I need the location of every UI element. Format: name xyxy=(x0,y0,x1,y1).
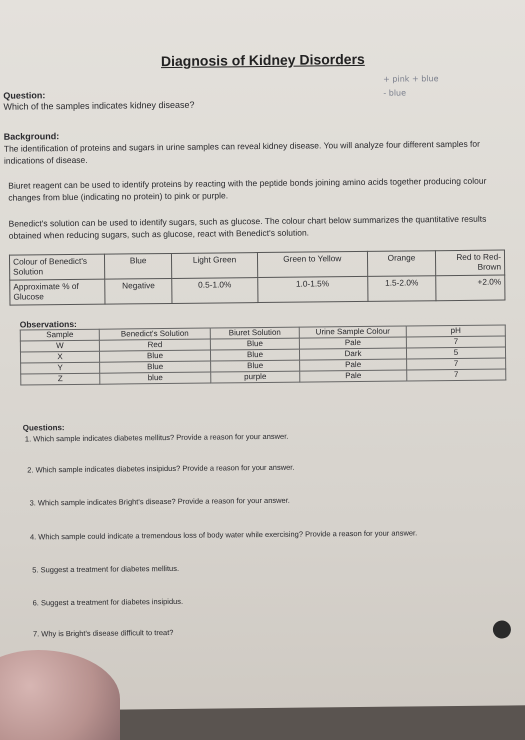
obs-cell: Blue xyxy=(210,338,299,350)
obs-header-cell: Sample xyxy=(20,329,99,341)
obs-cell: Pale xyxy=(299,337,406,349)
obs-cell: purple xyxy=(211,371,300,383)
obs-cell: Blue xyxy=(99,350,210,362)
question-item: 6. Suggest a treatment for diabetes insipidus. xyxy=(32,596,184,608)
obs-cell: Red xyxy=(99,339,210,351)
obs-cell: 7 xyxy=(407,358,506,370)
question-item: 4. Which sample could indicate a tremendous loss of body water while exercising? Provide a reason for your answer. xyxy=(29,528,418,542)
handwritten-note-2: - blue xyxy=(383,88,407,98)
obs-cell: 5 xyxy=(406,347,505,359)
obs-cell: Pale xyxy=(300,370,407,382)
obs-cell: Dark xyxy=(299,348,406,360)
obs-cell: 7 xyxy=(406,336,505,348)
question-item: 3. Which sample indicates Bright's disease? Provide a reason for your answer. xyxy=(29,495,290,508)
question-item: 1. Which sample indicates diabetes mellitus? Provide a reason for your answer. xyxy=(24,431,289,444)
hole-punch-mark xyxy=(493,620,511,638)
obs-cell: 7 xyxy=(407,369,506,381)
observations-label: Observations: xyxy=(19,318,77,330)
handwritten-note-1: + pink + blue xyxy=(383,74,439,84)
chart-cell: +2.0% xyxy=(436,275,505,301)
obs-header-cell: Urine Sample Colour xyxy=(299,326,406,338)
background-label: Background: xyxy=(3,131,60,142)
obs-cell: Blue xyxy=(100,361,211,373)
chart-cell: Light Green xyxy=(172,253,258,279)
obs-cell: Pale xyxy=(300,359,407,371)
chart-cell: 1.5-2.0% xyxy=(368,276,436,302)
chart-cell: Green to Yellow xyxy=(257,251,368,277)
background-paragraph-2: Biuret reagent can be used to identify proteins by reacting with the peptide bonds joining amino acids together producing colour changes from blue (indicating no protein) to pink or purple. xyxy=(8,175,487,203)
obs-header-cell: pH xyxy=(406,325,505,337)
chart-cell: 0.5-1.0% xyxy=(172,278,258,304)
obs-cell: Blue xyxy=(210,349,299,361)
question-item: 2. Which sample indicates diabetes insipidus? Provide a reason for your answer. xyxy=(27,462,295,475)
background-paragraph-3: Benedict's solution can be used to identify sugars, such as glucose. The colour chart below summarizes the quantitative results obtained when reducing sugars, such as glucose, react with Benedict's solution. xyxy=(8,213,487,241)
obs-cell: Z xyxy=(21,373,100,385)
obs-cell: Y xyxy=(21,362,100,374)
chart-cell: Negative xyxy=(105,278,173,304)
page-title: Diagnosis of Kidney Disorders xyxy=(160,50,365,70)
obs-cell: W xyxy=(20,340,99,352)
question-label: Question: xyxy=(3,90,46,101)
obs-cell: X xyxy=(20,351,99,363)
background-paragraph-1: The identification of proteins and sugars in urine samples can reveal kidney disease. You will analyze four different samples for indications of disease. xyxy=(3,138,481,166)
obs-header-cell: Benedict's Solution xyxy=(99,328,210,340)
question-item: 5. Suggest a treatment for diabetes mellitus. xyxy=(32,563,180,575)
colour-chart-glucose-row xyxy=(10,275,505,305)
obs-header-cell: Biuret Solution xyxy=(210,327,299,339)
obs-cell: blue xyxy=(100,372,211,384)
question-item: 7. Why is Bright's disease difficult to treat? xyxy=(32,627,174,639)
questions-label: Questions: xyxy=(22,423,65,433)
obs-cell: Blue xyxy=(211,360,300,372)
chart-cell: Orange xyxy=(367,251,435,277)
question-text: Which of the samples indicates kidney disease? xyxy=(3,99,195,112)
chart-cell: 1.0-1.5% xyxy=(257,276,368,302)
benedict-colour-chart xyxy=(9,249,506,305)
observations-table xyxy=(20,324,507,385)
chart-cell: Red to Red-Brown xyxy=(435,250,504,276)
chart-cell: Blue xyxy=(104,253,172,279)
chart-cell: Approximate % of Glucose xyxy=(10,279,105,305)
chart-cell: Colour of Benedict's Solution xyxy=(9,254,104,280)
